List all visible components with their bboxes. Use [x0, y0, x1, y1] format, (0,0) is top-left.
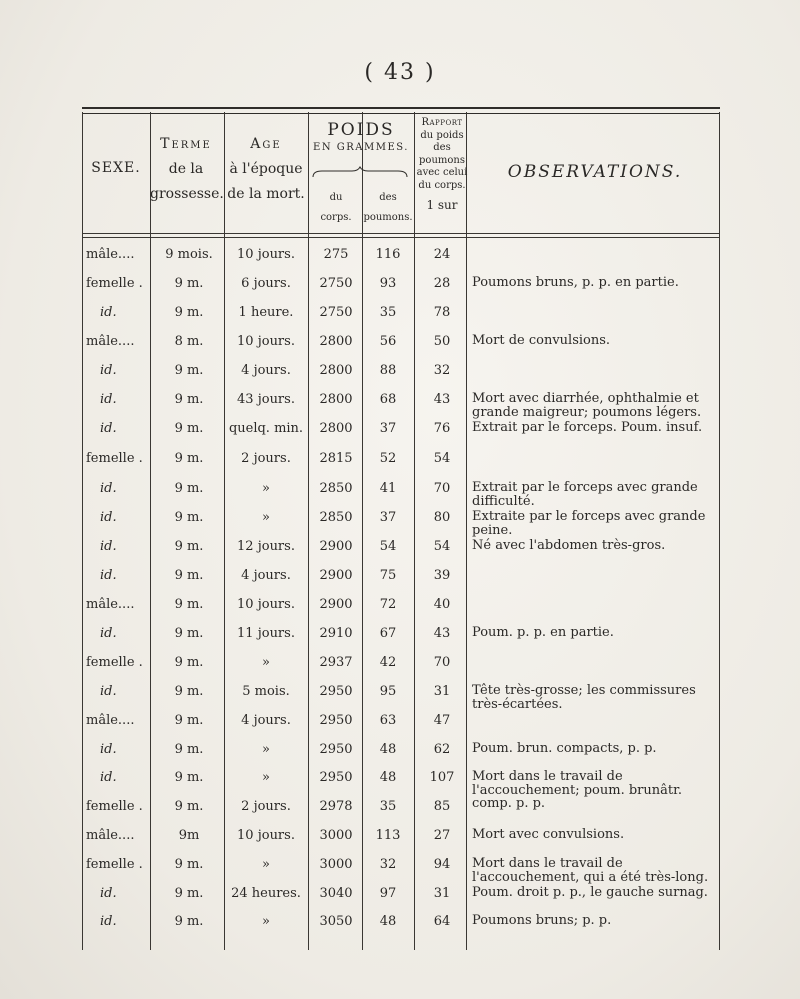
sexe-cell: id. — [100, 539, 117, 554]
header-rapport-line: Rapport — [421, 117, 463, 128]
corps-weight-cell: 2800 — [319, 363, 353, 378]
age-cell: 2 jours. — [241, 799, 291, 814]
header-poumons-line: des — [379, 192, 397, 203]
sexe-cell: id. — [100, 626, 117, 641]
sexe-cell: femelle . — [86, 451, 143, 466]
corps-weight-cell: 2900 — [319, 539, 353, 554]
terme-cell: 9 m. — [174, 421, 204, 436]
corps-weight-cell: 3040 — [319, 886, 353, 901]
header-observations: OBSERVATIONS. — [507, 162, 683, 182]
corps-weight-cell: 2978 — [319, 799, 353, 814]
lung-weight-cell: 75 — [379, 568, 397, 583]
age-cell: » — [262, 914, 270, 929]
header-rule — [82, 233, 720, 234]
lung-weight-cell: 48 — [379, 914, 397, 929]
ratio-cell: 107 — [429, 770, 455, 785]
header-age-line: à l'époque — [229, 160, 303, 177]
terme-cell: 9 m. — [174, 857, 204, 872]
terme-cell: 9m — [178, 828, 200, 843]
age-cell: » — [262, 510, 270, 525]
observation-cell: Mort avec convulsions. — [472, 827, 625, 842]
ratio-cell: 31 — [433, 684, 451, 699]
corps-weight-cell: 275 — [323, 247, 349, 262]
terme-cell: 9 m. — [174, 886, 204, 901]
lung-weight-cell: 37 — [379, 421, 397, 436]
age-cell: 43 jours. — [237, 392, 295, 407]
ratio-cell: 76 — [433, 421, 451, 436]
lung-weight-cell: 42 — [379, 655, 397, 670]
observation-cell: Poumons bruns; p. p. — [472, 913, 612, 928]
corps-weight-cell: 2910 — [319, 626, 353, 641]
terme-cell: 9 m. — [174, 742, 204, 757]
lung-weight-cell: 63 — [379, 713, 397, 728]
age-cell: 4 jours. — [241, 713, 291, 728]
observation-cell: Mort dans le travail de l'accouchement, qui a été très-long. — [472, 856, 709, 885]
header-sexe: SEXE. — [91, 160, 141, 176]
lung-weight-cell: 116 — [375, 247, 401, 262]
corps-weight-cell: 3050 — [319, 914, 353, 929]
sexe-cell: id. — [100, 363, 117, 378]
header-poumons-line: poumons. — [363, 212, 413, 223]
age-cell: 11 jours. — [237, 626, 295, 641]
header-rapport-line: avec celui — [416, 167, 468, 178]
observation-cell: Mort dans le travail de l'accouchement; poum. brunâtr. comp. p. p. — [472, 769, 683, 812]
ratio-cell: 78 — [433, 305, 451, 320]
sexe-cell: id. — [100, 742, 117, 757]
lung-weight-cell: 54 — [379, 539, 397, 554]
corps-weight-cell: 3000 — [319, 857, 353, 872]
sexe-cell: id. — [100, 568, 117, 583]
lung-weight-cell: 97 — [379, 886, 397, 901]
lung-weight-cell: 48 — [379, 742, 397, 757]
sexe-cell: id. — [100, 421, 117, 436]
header-corps-line: corps. — [320, 212, 352, 223]
ratio-cell: 31 — [433, 886, 451, 901]
sexe-cell: id. — [100, 392, 117, 407]
observation-cell: Mort de convulsions. — [472, 333, 611, 348]
age-cell: » — [262, 770, 270, 785]
lung-weight-cell: 35 — [379, 799, 397, 814]
header-terme-line: de la — [168, 160, 204, 177]
corps-weight-cell: 2750 — [319, 276, 353, 291]
age-cell: 5 mois. — [242, 684, 290, 699]
age-cell: 2 jours. — [241, 451, 291, 466]
lung-weight-cell: 72 — [379, 597, 397, 612]
lung-weight-cell: 48 — [379, 770, 397, 785]
sexe-cell: id. — [100, 684, 117, 699]
corps-weight-cell: 2815 — [319, 451, 353, 466]
sexe-cell: mâle.... — [86, 334, 135, 349]
lung-weight-cell: 68 — [379, 392, 397, 407]
corps-weight-cell: 2800 — [319, 421, 353, 436]
terme-cell: 9 m. — [174, 597, 204, 612]
header-age-line: de la mort. — [227, 185, 305, 202]
header-poids — [308, 120, 414, 154]
lung-weight-cell: 32 — [379, 857, 397, 872]
header-rapport — [416, 117, 468, 213]
terme-cell: 9 m. — [174, 481, 204, 496]
header-rapport-line: du corps. — [418, 179, 466, 191]
lung-weight-cell: 35 — [379, 305, 397, 320]
observation-cell: Poum. p. p. en partie. — [472, 625, 614, 640]
sexe-cell: id. — [100, 770, 117, 785]
observation-cell: Tête très-grosse; les commissures très-écartées. — [472, 683, 696, 712]
age-cell: 24 heures. — [231, 886, 301, 901]
sexe-cell: mâle.... — [86, 713, 135, 728]
header-rapport-unit: 1 sur — [426, 198, 458, 212]
corps-weight-cell: 2950 — [319, 742, 353, 757]
terme-cell: 9 m. — [174, 713, 204, 728]
ratio-cell: 70 — [433, 481, 451, 496]
corps-weight-cell: 2900 — [319, 568, 353, 583]
age-cell: 12 jours. — [237, 539, 295, 554]
ratio-cell: 43 — [433, 392, 451, 407]
lung-weight-cell: 37 — [379, 510, 397, 525]
age-cell: » — [262, 655, 270, 670]
corps-weight-cell: 2850 — [319, 481, 353, 496]
age-cell: 10 jours. — [237, 334, 295, 349]
terme-cell: 9 m. — [174, 684, 204, 699]
observation-cell: Extrait par le forceps avec grande difficulté. — [472, 480, 698, 509]
observation-cell: Mort avec diarrhée, ophthalmie et grande maigreur; poumons légers. — [472, 391, 702, 420]
ratio-cell: 47 — [433, 713, 451, 728]
terme-cell: 9 m. — [174, 276, 204, 291]
terme-cell: 9 m. — [174, 799, 204, 814]
ratio-cell: 80 — [433, 510, 451, 525]
terme-cell: 8 m. — [174, 334, 204, 349]
terme-cell: 9 m. — [174, 655, 204, 670]
page-number: ( 43 ) — [364, 60, 436, 85]
terme-cell: 9 m. — [174, 305, 204, 320]
age-cell: 10 jours. — [237, 597, 295, 612]
sexe-cell: id. — [100, 510, 117, 525]
corps-weight-cell: 2800 — [319, 392, 353, 407]
age-cell: 10 jours. — [237, 247, 295, 262]
sexe-cell: id. — [100, 481, 117, 496]
terme-cell: 9 m. — [174, 392, 204, 407]
corps-weight-cell: 2900 — [319, 597, 353, 612]
lung-weight-cell: 52 — [379, 451, 397, 466]
header-poids-title: POIDS — [327, 120, 395, 140]
corps-weight-cell: 2800 — [319, 334, 353, 349]
observation-cell: Extrait par le forceps. Poum. insuf. — [472, 420, 703, 435]
lung-weight-cell: 93 — [379, 276, 397, 291]
terme-cell: 9 mois. — [165, 247, 213, 262]
header-rule — [82, 237, 720, 238]
ratio-cell: 54 — [433, 539, 451, 554]
corps-weight-cell: 2850 — [319, 510, 353, 525]
terme-cell: 9 m. — [174, 451, 204, 466]
age-cell: 4 jours. — [241, 363, 291, 378]
age-cell: 10 jours. — [237, 828, 295, 843]
ratio-cell: 85 — [433, 799, 451, 814]
lung-weight-cell: 113 — [375, 828, 401, 843]
brace-icon — [312, 166, 408, 178]
header-terme — [150, 136, 222, 210]
age-cell: 1 heure. — [238, 305, 294, 320]
ratio-cell: 43 — [433, 626, 451, 641]
ratio-cell: 24 — [433, 247, 451, 262]
ratio-cell: 50 — [433, 334, 451, 349]
lung-weight-cell: 56 — [379, 334, 397, 349]
terme-cell: 9 m. — [174, 363, 204, 378]
lung-weight-cell: 88 — [379, 363, 397, 378]
ratio-cell: 62 — [433, 742, 451, 757]
lung-weight-cell: 41 — [379, 481, 397, 496]
header-rapport-line: poumons — [419, 154, 465, 166]
observation-cell: Poum. droit p. p., le gauche surnag. — [472, 885, 708, 900]
header-rapport-line: du poids — [420, 129, 464, 141]
corps-weight-cell: 2950 — [319, 713, 353, 728]
observation-cell: Extraite par le forceps avec grande peine. — [472, 509, 706, 538]
ratio-cell: 70 — [433, 655, 451, 670]
sexe-cell: mâle.... — [86, 828, 135, 843]
sexe-cell: mâle.... — [86, 597, 135, 612]
ratio-cell: 94 — [433, 857, 451, 872]
age-cell: 6 jours. — [241, 276, 291, 291]
observation-cell: Né avec l'abdomen très-gros. — [472, 538, 666, 553]
age-cell: » — [262, 857, 270, 872]
corps-weight-cell: 3000 — [319, 828, 353, 843]
age-cell: 4 jours. — [241, 568, 291, 583]
terme-cell: 9 m. — [174, 539, 204, 554]
corps-weight-cell: 2950 — [319, 684, 353, 699]
ratio-cell: 28 — [433, 276, 451, 291]
sexe-cell: femelle . — [86, 857, 143, 872]
observation-cell: Poum. brun. compacts, p. p. — [472, 741, 657, 756]
corps-weight-cell: 2950 — [319, 770, 353, 785]
sexe-cell: id. — [100, 305, 117, 320]
ratio-cell: 32 — [433, 363, 451, 378]
header-poids-corps — [310, 188, 362, 228]
sexe-cell: femelle . — [86, 655, 143, 670]
header-rapport-line: des — [433, 142, 451, 153]
lung-weight-cell: 95 — [379, 684, 397, 699]
header-age-line: Age — [250, 136, 282, 152]
ratio-cell: 40 — [433, 597, 451, 612]
age-cell: quelq. min. — [228, 421, 304, 436]
lung-weight-cell: 67 — [379, 626, 397, 641]
terme-cell: 9 m. — [174, 914, 204, 929]
ratio-cell: 27 — [433, 828, 451, 843]
sexe-cell: mâle.... — [86, 247, 135, 262]
terme-cell: 9 m. — [174, 510, 204, 525]
sexe-cell: femelle . — [86, 276, 143, 291]
sexe-cell: femelle . — [86, 799, 143, 814]
header-terme-line: Terme — [160, 136, 212, 152]
age-cell: » — [262, 481, 270, 496]
terme-cell: 9 m. — [174, 770, 204, 785]
header-age — [224, 136, 308, 210]
age-cell: » — [262, 742, 270, 757]
corps-weight-cell: 2937 — [319, 655, 353, 670]
header-corps-line: du — [329, 192, 343, 203]
header-poids-poumons — [362, 188, 414, 228]
terme-cell: 9 m. — [174, 568, 204, 583]
ratio-cell: 39 — [433, 568, 451, 583]
sexe-cell: id. — [100, 914, 117, 929]
header-terme-line: grossesse. — [150, 185, 224, 202]
ratio-cell: 54 — [433, 451, 451, 466]
observation-cell: Poumons bruns, p. p. en partie. — [472, 275, 679, 290]
ratio-cell: 64 — [433, 914, 451, 929]
corps-weight-cell: 2750 — [319, 305, 353, 320]
terme-cell: 9 m. — [174, 626, 204, 641]
sexe-cell: id. — [100, 886, 117, 901]
header-poids-subtitle: EN GRAMMES. — [313, 142, 409, 154]
